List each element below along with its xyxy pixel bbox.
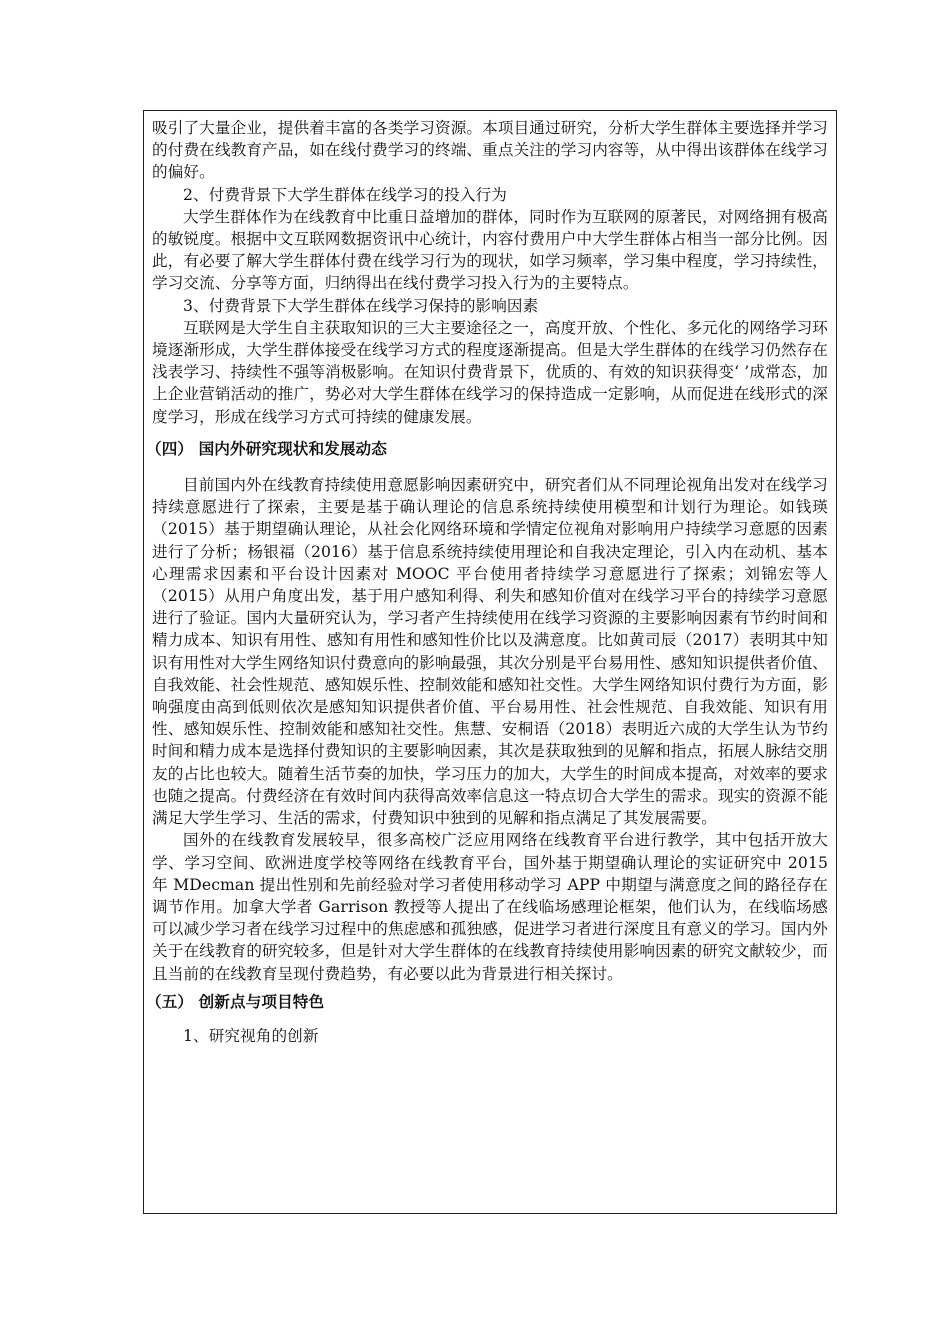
paragraph-retention-factors: 互联网是大学生自主获取知识的三大主要途径之一，高度开放、个性化、多元化的网络学习环境逐渐形成，大学生群体接受在线学习方式的程度逐渐提高。但是大学生群体的在线学习仍然存在浅表学习、持续性不强等消极影响。在知识付费背景下，优质的、有效的知识获得变‘ ’成常态，加上企业营销活动的推广，势必对大学生群体在线学习的保持造成一定影响，从而促进在线形式的深度学习，形成在线学习方式可持续的健康发展。 [152, 318, 828, 426]
subheading-retention-factors: 3、付费背景下大学生群体在线学习保持的影响因素 [183, 296, 539, 315]
document-frame [143, 110, 837, 1214]
section-title-research-status: （四） 国内外研究现状和发展动态 [146, 438, 387, 458]
paragraph-investment-behavior: 大学生群体作为在线教育中比重日益增加的群体，同时作为互联网的原著民，对网络拥有极高的敏锐度。根据中文互联网数据资讯中心统计，内容付费用户中大学生群体占相当一部分比例。因此，有必要了解大学生群体付费在线学习行为的现状，如学习频率，学习集中程度，学习持续性，学习交流、分享等方面，归纳得出在线付费学习投入行为的主要特点。 [152, 207, 828, 293]
paragraph-foreign-research: 国外的在线教育发展较早，很多高校广泛应用网络在线教育平台进行教学，其中包括开放大学、学习空间、欧洲进度学校等网络在线教育平台，国外基于期望确认理论的实证研究中 2015 年 MDecman 提出性别和先前经验对学习者使用移动学习 APP 中期望与满意度之间的路径存在调节作用。加拿大学者 Garrison 教授等人提出了在线临场感理论框架，他们认为，在线临场感可以减少学习者在线学习过程中的焦虑感和孤独感，促进学习者进行深度且有意义的学习。国内外关于在线教育的研究较多，但是针对大学生群体的在线教育持续使用影响因素的研究文献较少，而且当前的在线教育呈现付费趋势，有必要以此为背景进行相关探讨。 [152, 831, 828, 983]
paragraph-domestic-research: 目前国内外在线教育持续使用意愿影响因素研究中，研究者们从不同理论视角出发对在线学习持续意愿进行了探索，主要是基于确认理论的信息系统持续使用模型和计划行为理论。如钱瑛（2015）基于期望确认理论，从社会化网络环境和学情定位视角对影响用户持续学习意愿的因素进行了分析；杨银福（2016）基于信息系统持续使用理论和自我决定理论，引入内在动机、基本心理需求因素和平台设计因素对 MOOC 平台使用者持续学习意愿进行了探索；刘锦宏等人（2015）从用户角度出发，基于用户感知利得、利失和感知价值对在线学习平台的持续学习意愿进行了验证。国内大量研究认为，学习者产生持续使用在线学习资源的主要影响因素有节约时间和精力成本、知识有用性、感知有用性和感知性价比以及满意度。比如黄司辰（2017）表明其中知识有用性对大学生网络知识付费意向的影响最强，其次分别是平台易用性、感知知识提供者价值、自我效能、社会性规范、感知娱乐性、控制效能和感知社交性。大学生网络知识付费行为方面，影响强度由高到低则依次是感知知识提供者价值、平台易用性、社会性规范、自我效能、知识有用性、感知娱乐性、控制效能和感知社交性。焦慧、安桐语（2018）表明近六成的大学生认为节约时间和精力成本是选择付费知识的主要影响因素，其次是获取独到的见解和指点，拓展人脉结交朋友的占比也较大。随着生活节奏的加快，学习压力的加大，大学生的时间成本提高，对效率的要求也随之提高。付费经济在有效时间内获得高效率信息这一特点切合大学生的需求。现实的资源不能满足大学生学习、生活的需求，付费知识中独到的见解和指点满足了其发展需要。 [152, 476, 828, 828]
section-title-innovation: （五） 创新点与项目特色 [146, 991, 325, 1011]
subheading-investment-behavior: 2、付费背景下大学生群体在线学习的投入行为 [183, 185, 507, 204]
paragraph-learning-preference: 吸引了大量企业，提供着丰富的各类学习资源。本项目通过研究，分析大学生群体主要选择并学习的付费在线教育产品，如在线付费学习的终端、重点关注的学习内容等，从中得出该群体在线学习的偏好。 [152, 119, 828, 182]
document-content [146, 117, 828, 1047]
subheading-research-perspective: 1、研究视角的创新 [183, 1026, 319, 1045]
